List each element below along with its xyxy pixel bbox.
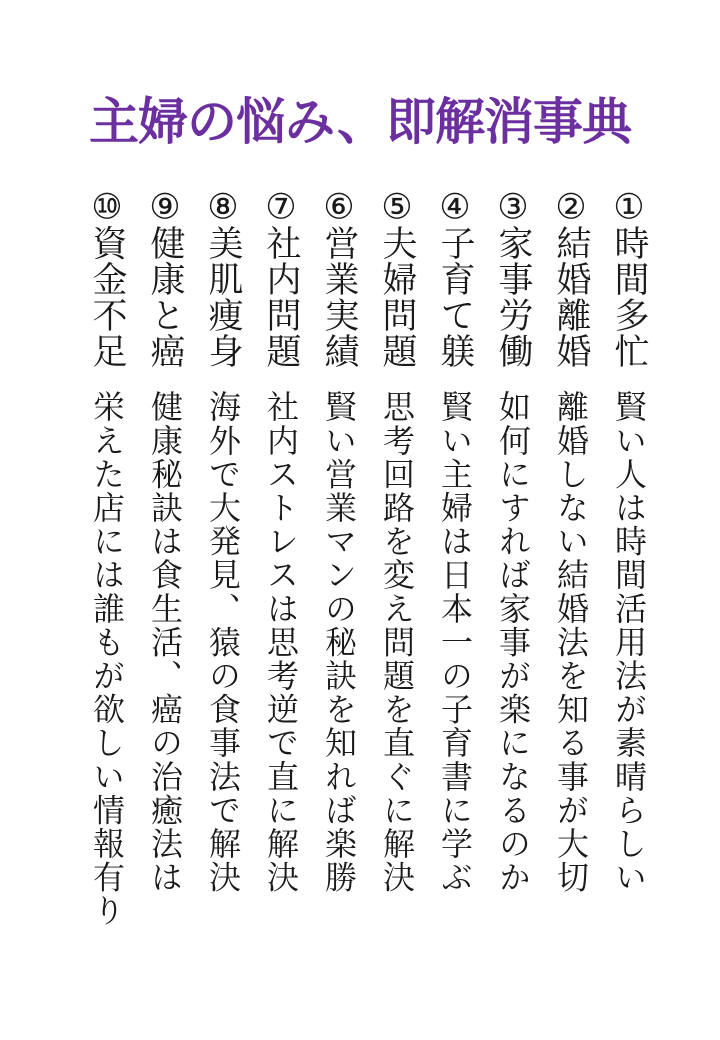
entry-topic: 時間多忙 xyxy=(609,225,649,369)
entry-topic: 社内問題 xyxy=(261,225,301,369)
entry-3 xyxy=(484,190,542,950)
entry-heading xyxy=(252,190,310,370)
entry-description: 社内ストレスは思考逆で直に解決 xyxy=(262,390,300,894)
entry-description: 離婚しない結婚法を知る事が大切 xyxy=(552,390,590,894)
entry-description: 如何にすれば家事が楽になるのか xyxy=(494,390,532,894)
entry-heading xyxy=(368,190,426,370)
entry-topic: 営業実績 xyxy=(319,225,359,369)
entry-topic: 資金不足 xyxy=(87,225,127,369)
entry-description: 思考回路を変え問題を直ぐに解決 xyxy=(378,390,416,894)
entry-number: ⑦ xyxy=(265,190,297,225)
entry-topic: 家事労働 xyxy=(493,225,533,369)
entry-description: 賢い営業マンの秘訣を知れば楽勝 xyxy=(320,390,358,894)
entry-6 xyxy=(310,190,368,950)
entry-number: ⑩ xyxy=(91,190,123,225)
entry-description: 健康秘訣は食生活、癌の治癒法は xyxy=(146,390,184,894)
page-title: 主婦の悩み、即解消事典 xyxy=(89,92,631,151)
entry-heading xyxy=(484,190,542,370)
entry-10 xyxy=(78,190,136,950)
entry-topic: 結婚離婚 xyxy=(551,225,591,369)
entry-number: ⑤ xyxy=(381,190,413,225)
entry-7 xyxy=(252,190,310,950)
entry-5 xyxy=(368,190,426,950)
entry-number: ② xyxy=(555,190,587,225)
entry-heading xyxy=(194,190,252,370)
entry-heading xyxy=(600,190,658,370)
entry-8 xyxy=(194,190,252,950)
entry-topic: 夫婦問題 xyxy=(377,225,417,369)
entry-number: ① xyxy=(613,190,645,225)
entry-number: ③ xyxy=(497,190,529,225)
entry-number: ⑨ xyxy=(149,190,181,225)
entry-4 xyxy=(426,190,484,950)
entry-description: 栄えた店には誰もが欲しい情報有り xyxy=(88,390,126,928)
entry-topic: 健康と癌 xyxy=(145,225,185,369)
entry-heading xyxy=(542,190,600,370)
entry-description: 賢い人は時間活用法が素晴らしい xyxy=(610,390,648,894)
entry-number: ⑧ xyxy=(207,190,239,225)
entry-heading xyxy=(426,190,484,370)
entry-description: 賢い主婦は日本一の子育書に学ぶ xyxy=(436,390,474,894)
entry-2 xyxy=(542,190,600,950)
entry-number: ⑥ xyxy=(323,190,355,225)
entry-number: ④ xyxy=(439,190,471,225)
entry-topic: 子育て躾 xyxy=(435,225,475,369)
entry-heading xyxy=(310,190,368,370)
entry-1 xyxy=(600,190,658,950)
entry-topic: 美肌痩身 xyxy=(203,225,243,369)
entry-heading xyxy=(136,190,194,370)
entry-9 xyxy=(136,190,194,950)
entry-description: 海外で大発見、猿の食事法で解決 xyxy=(204,390,242,894)
entry-heading xyxy=(78,190,136,370)
